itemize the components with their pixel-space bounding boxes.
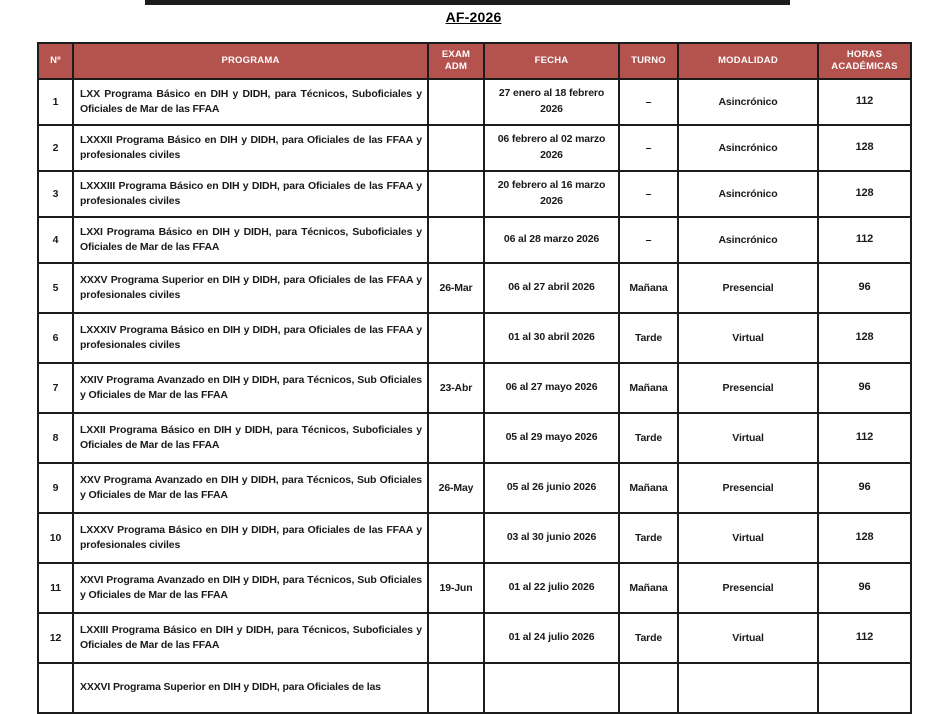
modalidad-cell: Asincrónico	[678, 217, 818, 263]
program-cell: LXXII Programa Básico en DIH y DIDH, para Técnicos, Suboficiales y Oficiales de Mar de las FFAA	[73, 413, 428, 463]
turno-cell: Mañana	[619, 563, 678, 613]
horas-cell: 96	[818, 263, 911, 313]
turno-cell: Tarde	[619, 313, 678, 363]
modalidad-cell: Presencial	[678, 563, 818, 613]
row-number-cell	[38, 663, 73, 713]
fecha-cell: 05 al 26 junio 2026	[484, 463, 619, 513]
modalidad-cell: Virtual	[678, 313, 818, 363]
turno-cell	[619, 663, 678, 713]
program-cell: LXXIII Programa Básico en DIH y DIDH, para Técnicos, Suboficiales y Oficiales de Mar de las FFAA	[73, 613, 428, 663]
page-title: AF-2026	[445, 9, 502, 25]
fecha-cell: 01 al 24 julio 2026	[484, 613, 619, 663]
exam-adm-cell	[428, 513, 484, 563]
fecha-cell	[484, 663, 619, 713]
row-number-cell: 9	[38, 463, 73, 513]
table-row	[38, 125, 911, 171]
program-cell: LXXXIII Programa Básico en DIH y DIDH, para Oficiales de las FFAA y profesionales civiles	[73, 171, 428, 217]
exam-adm-cell: 26-May	[428, 463, 484, 513]
program-schedule-table	[37, 42, 912, 714]
turno-cell: –	[619, 125, 678, 171]
horas-cell: 128	[818, 313, 911, 363]
horas-cell: 128	[818, 125, 911, 171]
table-row	[38, 413, 911, 463]
exam-adm-cell: 23-Abr	[428, 363, 484, 413]
modalidad-cell: Asincrónico	[678, 79, 818, 125]
modalidad-cell: Virtual	[678, 413, 818, 463]
fecha-cell: 27 enero al 18 febrero 2026	[484, 79, 619, 125]
horas-cell: 128	[818, 513, 911, 563]
turno-cell: –	[619, 171, 678, 217]
table-row	[38, 363, 911, 413]
table-row	[38, 79, 911, 125]
turno-cell: Mañana	[619, 363, 678, 413]
row-number-cell: 11	[38, 563, 73, 613]
horas-cell: 96	[818, 363, 911, 413]
program-cell: XXVI Programa Avanzado en DIH y DIDH, para Técnicos, Sub Oficiales y Oficiales de Mar de las FFAA	[73, 563, 428, 613]
modalidad-cell: Virtual	[678, 613, 818, 663]
table-row	[38, 513, 911, 563]
header-exam-adm: EXAM ADM	[428, 43, 484, 79]
horas-cell: 128	[818, 171, 911, 217]
header-turno: TURNO	[619, 43, 678, 79]
row-number-cell: 10	[38, 513, 73, 563]
row-number-cell: 5	[38, 263, 73, 313]
turno-cell: –	[619, 79, 678, 125]
modalidad-cell: Presencial	[678, 263, 818, 313]
exam-adm-cell	[428, 313, 484, 363]
turno-cell: Mañana	[619, 463, 678, 513]
table-row	[38, 313, 911, 363]
turno-cell: Tarde	[619, 513, 678, 563]
header-horas: HORAS ACADÉMICAS	[818, 43, 911, 79]
modalidad-cell: Presencial	[678, 363, 818, 413]
fecha-cell: 06 al 27 abril 2026	[484, 263, 619, 313]
header-numero: Nº	[38, 43, 73, 79]
table-row	[38, 217, 911, 263]
program-cell: LXXXIV Programa Básico en DIH y DIDH, para Oficiales de las FFAA y profesionales civiles	[73, 313, 428, 363]
program-cell: LXX Programa Básico en DIH y DIDH, para Técnicos, Suboficiales y Oficiales de Mar de las FFAA	[73, 79, 428, 125]
table-row	[38, 263, 911, 313]
fecha-cell: 03 al 30 junio 2026	[484, 513, 619, 563]
program-cell: XXIV Programa Avanzado en DIH y DIDH, para Técnicos, Sub Oficiales y Oficiales de Mar de las FFAA	[73, 363, 428, 413]
row-number-cell: 12	[38, 613, 73, 663]
exam-adm-cell	[428, 663, 484, 713]
modalidad-cell: Asincrónico	[678, 171, 818, 217]
turno-cell: Tarde	[619, 413, 678, 463]
table-body	[38, 79, 911, 713]
row-number-cell: 6	[38, 313, 73, 363]
modalidad-cell: Asincrónico	[678, 125, 818, 171]
fecha-cell: 20 febrero al 16 marzo 2026	[484, 171, 619, 217]
modalidad-cell: Virtual	[678, 513, 818, 563]
table-row	[38, 563, 911, 613]
table-header	[38, 43, 911, 79]
fecha-cell: 06 febrero al 02 marzo 2026	[484, 125, 619, 171]
turno-cell: Mañana	[619, 263, 678, 313]
program-cell: LXXXII Programa Básico en DIH y DIDH, para Oficiales de las FFAA y profesionales civiles	[73, 125, 428, 171]
row-number-cell: 7	[38, 363, 73, 413]
horas-cell: 112	[818, 217, 911, 263]
exam-adm-cell: 26-Mar	[428, 263, 484, 313]
top-divider-line	[145, 0, 790, 5]
fecha-cell: 05 al 29 mayo 2026	[484, 413, 619, 463]
horas-cell: 96	[818, 463, 911, 513]
fecha-cell: 01 al 30 abril 2026	[484, 313, 619, 363]
horas-cell	[818, 663, 911, 713]
program-cell: XXXV Programa Superior en DIH y DIDH, para Oficiales de las FFAA y profesionales civiles	[73, 263, 428, 313]
horas-cell: 112	[818, 79, 911, 125]
header-row	[38, 43, 911, 79]
modalidad-cell: Presencial	[678, 463, 818, 513]
turno-cell: Tarde	[619, 613, 678, 663]
table-row	[38, 613, 911, 663]
exam-adm-cell	[428, 413, 484, 463]
row-number-cell: 3	[38, 171, 73, 217]
table-row	[38, 663, 911, 713]
table-row	[38, 463, 911, 513]
fecha-cell: 01 al 22 julio 2026	[484, 563, 619, 613]
row-number-cell: 2	[38, 125, 73, 171]
fecha-cell: 06 al 28 marzo 2026	[484, 217, 619, 263]
program-cell: LXXXV Programa Básico en DIH y DIDH, para Oficiales de las FFAA y profesionales civiles	[73, 513, 428, 563]
exam-adm-cell	[428, 171, 484, 217]
exam-adm-cell	[428, 125, 484, 171]
header-fecha: FECHA	[484, 43, 619, 79]
modalidad-cell	[678, 663, 818, 713]
exam-adm-cell: 19-Jun	[428, 563, 484, 613]
program-cell: XXXVI Programa Superior en DIH y DIDH, para Oficiales de las	[73, 663, 428, 713]
horas-cell: 96	[818, 563, 911, 613]
row-number-cell: 8	[38, 413, 73, 463]
program-cell: XXV Programa Avanzado en DIH y DIDH, para Técnicos, Sub Oficiales y Oficiales de Mar de las FFAA	[73, 463, 428, 513]
exam-adm-cell	[428, 79, 484, 125]
exam-adm-cell	[428, 217, 484, 263]
row-number-cell: 4	[38, 217, 73, 263]
exam-adm-cell	[428, 613, 484, 663]
fecha-cell: 06 al 27 mayo 2026	[484, 363, 619, 413]
program-cell: LXXI Programa Básico en DIH y DIDH, para Técnicos, Suboficiales y Oficiales de Mar de las FFAA	[73, 217, 428, 263]
row-number-cell: 1	[38, 79, 73, 125]
horas-cell: 112	[818, 613, 911, 663]
table-row	[38, 171, 911, 217]
horas-cell: 112	[818, 413, 911, 463]
header-modalidad: MODALIDAD	[678, 43, 818, 79]
header-programa: PROGRAMA	[73, 43, 428, 79]
turno-cell: –	[619, 217, 678, 263]
